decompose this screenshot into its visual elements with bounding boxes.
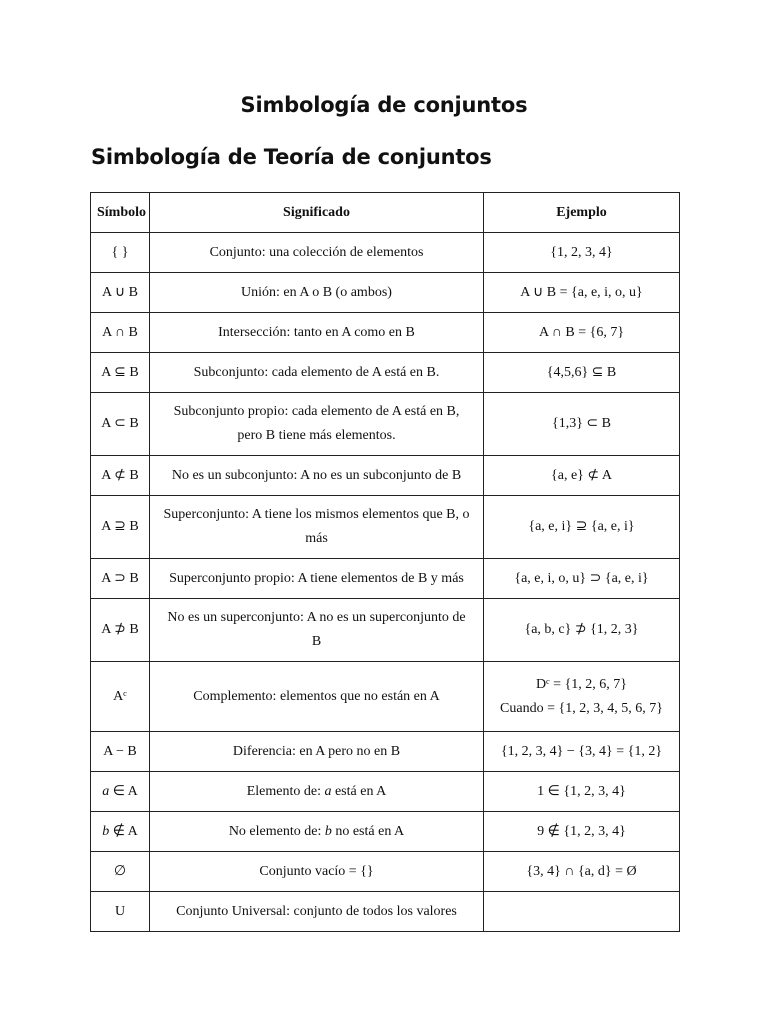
symbol-cell: A ⊆ B <box>91 353 150 393</box>
example-cell <box>484 353 680 393</box>
meaning-cell <box>150 393 484 456</box>
meaning-text: Elemento de: a está en A <box>246 783 387 799</box>
meaning-cell <box>150 772 484 812</box>
table-row <box>91 273 680 313</box>
symbol-cell: Aᶜ <box>91 662 150 732</box>
meaning-text: Diferencia: en A pero no en B <box>232 743 401 759</box>
table-row <box>91 599 680 662</box>
table-body <box>91 233 680 932</box>
symbol-cell: ∅ <box>91 852 150 892</box>
table-row <box>91 852 680 892</box>
example-text: A ∩ B = {6, 7} <box>538 324 625 340</box>
meaning-text: Subconjunto propio: cada elemento de A está en B, <box>173 404 460 419</box>
example-cell <box>484 852 680 892</box>
header-row <box>91 193 680 233</box>
example-cell <box>484 496 680 559</box>
example-cell <box>484 233 680 273</box>
example-cell <box>484 273 680 313</box>
meaning-cell <box>150 233 484 273</box>
meaning-cell <box>150 496 484 559</box>
example-cell <box>484 732 680 772</box>
symbol-cell: { } <box>91 233 150 273</box>
example-text: A ∪ B = {a, e, i, o, u} <box>520 284 643 300</box>
meaning-text: Complemento: elementos que no están en A <box>193 688 440 704</box>
table-row <box>91 353 680 393</box>
example-text: {1, 2, 3, 4} <box>550 244 613 260</box>
example-text: {3, 4} ∩ {a, d} = Ø <box>526 863 637 879</box>
meaning-text: Superconjunto propio: A tiene elementos de B y más <box>169 570 464 586</box>
example-text: {a, e, i, o, u} ⊃ {a, e, i} <box>514 570 649 586</box>
meaning-text: Conjunto Universal: conjunto de todos los valores <box>176 903 457 919</box>
example-text: {1,3} ⊂ B <box>551 416 611 431</box>
table-row <box>91 812 680 852</box>
symbol-cell: U <box>91 892 150 932</box>
meaning-cell <box>150 353 484 393</box>
meaning-cell <box>150 456 484 496</box>
meaning-cell <box>150 559 484 599</box>
table-row <box>91 732 680 772</box>
example-text: {a, e, i} ⊇ {a, e, i} <box>528 519 635 534</box>
table-row <box>91 772 680 812</box>
meaning-cell <box>150 599 484 662</box>
meaning-cell <box>150 892 484 932</box>
meaning-text: No elemento de: b no está en A <box>228 823 405 839</box>
table-row <box>91 456 680 496</box>
symbol-cell: A ⊄ B <box>91 456 150 496</box>
symbol-cell: A − B <box>91 732 150 772</box>
example-cell <box>484 559 680 599</box>
header-meaning: Significado <box>150 193 484 233</box>
meaning-text: Conjunto: una colección de elementos <box>209 244 424 260</box>
meaning-text: pero B tiene más elementos. <box>237 428 396 443</box>
meaning-text: Superconjunto: A tiene los mismos elementos que B, o <box>163 507 470 522</box>
header-example: Ejemplo <box>484 193 680 233</box>
example-text: {4,5,6} ⊆ B <box>546 364 617 380</box>
example-text: Dᶜ = {1, 2, 6, 7} <box>535 676 628 692</box>
meaning-text: más <box>305 531 328 546</box>
example-cell <box>484 313 680 353</box>
example-text: 1 ∈ {1, 2, 3, 4} <box>537 783 626 799</box>
meaning-cell <box>150 273 484 313</box>
symbol-cell: A ⊇ B <box>91 496 150 559</box>
meaning-text: Intersección: tanto en A como en B <box>218 324 415 340</box>
set-symbols-table <box>90 192 680 932</box>
meaning-cell <box>150 732 484 772</box>
example-cell <box>484 599 680 662</box>
symbol-cell: A ∪ B <box>91 273 150 313</box>
example-cell <box>484 662 680 732</box>
meaning-cell <box>150 852 484 892</box>
meaning-text: No es un subconjunto: A no es un subconjunto de B <box>171 467 462 483</box>
table-header <box>91 193 680 233</box>
meaning-text: Subconjunto: cada elemento de A está en B. <box>193 364 440 380</box>
example-text: 9 ∉ {1, 2, 3, 4} <box>537 823 626 839</box>
symbol-cell: A ⊅ B <box>91 599 150 662</box>
table-row <box>91 892 680 932</box>
symbol-cell: A ∩ B <box>91 313 150 353</box>
table-row <box>91 233 680 273</box>
table-row <box>91 313 680 353</box>
example-cell <box>484 892 680 932</box>
header-symbol: Símbolo <box>91 193 150 233</box>
example-text: {a, b, c} ⊅ {1, 2, 3} <box>524 622 639 637</box>
example-cell <box>484 393 680 456</box>
table-row <box>91 496 680 559</box>
meaning-cell <box>150 313 484 353</box>
example-cell <box>484 456 680 496</box>
page-title: Simbología de conjuntos <box>240 93 528 117</box>
example-cell <box>484 812 680 852</box>
table-row <box>91 559 680 599</box>
symbol-cell: b ∉ A <box>91 812 150 852</box>
meaning-text: B <box>311 634 322 649</box>
meaning-cell <box>150 812 484 852</box>
table-row <box>91 393 680 456</box>
meaning-text: Unión: en A o B (o ambos) <box>241 284 392 300</box>
meaning-text: Conjunto vacío = {} <box>259 863 374 879</box>
meaning-cell <box>150 662 484 732</box>
symbol-cell: A ⊂ B <box>91 393 150 456</box>
table-row <box>91 662 680 732</box>
example-text: {a, e} ⊄ A <box>551 467 612 483</box>
example-cell <box>484 772 680 812</box>
example-text: {1, 2, 3, 4} − {3, 4} = {1, 2} <box>500 743 663 759</box>
example-text: Cuando = {1, 2, 3, 4, 5, 6, 7} <box>500 700 663 716</box>
section-heading: Simbología de Teoría de conjuntos <box>91 145 492 169</box>
meaning-text: No es un superconjunto: A no es un superconjunto de <box>167 610 466 625</box>
symbol-cell: a ∈ A <box>91 772 150 812</box>
symbol-cell: A ⊃ B <box>91 559 150 599</box>
